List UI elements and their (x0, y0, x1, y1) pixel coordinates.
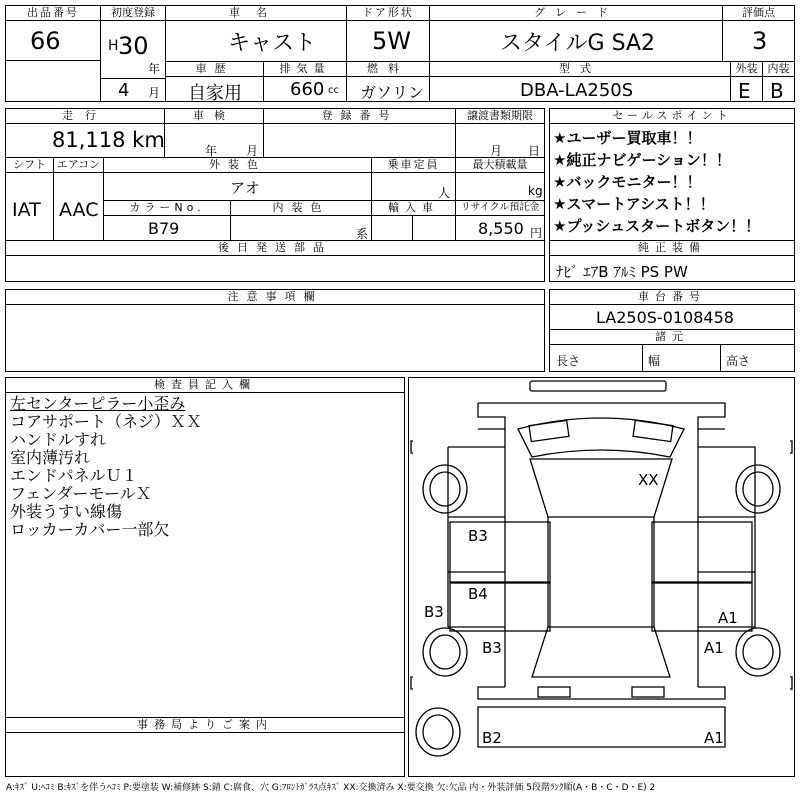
year-value: 30 (118, 32, 149, 60)
car-name-value: キャスト (228, 31, 317, 56)
model-value: DBA-LA250S (520, 80, 634, 101)
later-parts-label: 後日発送部品 (6, 241, 544, 256)
color-label: 外装色 (104, 158, 371, 173)
recycle-value: 8,550 (478, 219, 524, 238)
shift-value: IAT (12, 199, 41, 221)
year-unit: 年 (148, 62, 161, 76)
door-label: ドア形状 (347, 6, 429, 21)
car-diagram (408, 377, 795, 777)
score-label: 評価点 (723, 6, 794, 21)
sales-item: ★純正ナビゲーション！！ (553, 151, 731, 169)
history-label: 車歴 (166, 62, 263, 77)
lot-number-value: 66 (30, 27, 61, 55)
inspector-item: ロッカーカバー一部欠 (10, 520, 170, 539)
score-value: 3 (752, 27, 768, 55)
dimensions-label: 諸元 (550, 330, 794, 345)
ac-label: エアコン (54, 158, 103, 173)
capacity-unit: 人 (438, 186, 451, 200)
import-label: 輸入車 (372, 201, 455, 216)
sales-item: ★スマートアシスト！！ (553, 195, 715, 213)
grade-label: グレード (430, 6, 722, 21)
exterior-value: E (738, 79, 751, 103)
displacement-value: 660 (290, 79, 325, 100)
chassis-value: LA250S-0108458 (596, 308, 734, 327)
equipment-value: ﾅﾋﾞ ｴｱB ｱﾙﾐ PS PW (556, 263, 688, 281)
color-no-value: B79 (148, 219, 180, 238)
load-unit: kg (528, 184, 543, 198)
damage-mark: B3 (482, 639, 502, 657)
fuel-value: ガソリン (360, 83, 425, 102)
sales-item: ★ユーザー買取車！！ (553, 129, 702, 147)
door-value: 5W (372, 27, 411, 55)
interior-label: 内装 (763, 62, 794, 77)
car-name-label: 車名 (166, 6, 346, 21)
damage-mark: XX (638, 471, 659, 489)
damage-mark: B3 (468, 527, 488, 545)
damage-mark: A1 (704, 639, 724, 657)
inspection-label: 車検 (165, 109, 263, 124)
mileage-value: 81,118 km (52, 128, 165, 152)
legend-text: A:ｷｽﾞ U:ﾍｺﾐ B:ｷｽﾞを伴うﾍｺﾐ P:要塗装 W:補修跡 S:錆 C:腐食、穴 G:ﾌﾛﾝﾄｶﾞﾗｽ点ｷｽﾞ XX:交換済み X:要交換 欠:欠品 内・外装評価 5段階ﾗﾝｸ順(A・B・C・D・E) 2 (6, 783, 656, 793)
mileage-label: 走行 (6, 109, 164, 124)
color-no-label: カラーNo. (104, 201, 230, 216)
damage-mark: A1 (718, 609, 738, 627)
interior-value: B (770, 79, 784, 103)
recycle-unit: 円 (530, 226, 543, 240)
inspection-month: 月 (246, 144, 259, 158)
damage-mark: B4 (468, 585, 488, 603)
sales-label: セールスポイント (550, 109, 794, 124)
load-label: 最大積載量 (456, 158, 544, 173)
recycle-label: リサイクル預託金 (456, 201, 544, 216)
office-label: 事務局よりご案内 (6, 718, 404, 733)
first-registration-label: 初度登録 (101, 6, 165, 21)
inspector-list (10, 395, 202, 539)
fuel-label: 燃料 (347, 62, 429, 77)
capacity-label: 乗車定員 (372, 158, 455, 173)
width-label: 幅 (648, 354, 661, 368)
inspector-item: ハンドルすれ (10, 430, 107, 449)
interior-color-label: 内装色 (231, 201, 371, 216)
inspection-year: 年 (205, 144, 218, 158)
height-label: 高さ (726, 354, 751, 368)
ac-value: AAC (59, 199, 99, 221)
inspector-item: 左センターピラー小歪み (10, 394, 186, 413)
length-label: 長さ (556, 354, 581, 368)
notes-label: 注意事項欄 (6, 290, 544, 305)
month-value: 4 (118, 80, 130, 101)
reg-no-label: 登録番号 (264, 109, 455, 124)
inspector-item: エンドパネルＵ１ (10, 466, 138, 485)
interior-color-unit: 系 (356, 227, 369, 241)
chassis-label: 車台番号 (550, 290, 794, 305)
color-value: アオ (230, 179, 260, 197)
sales-item: ★プッシュスタートボタン！！ (553, 217, 761, 235)
transfer-month: 月 (490, 144, 503, 158)
inspector-label: 検査員記入欄 (6, 378, 404, 393)
exterior-label: 外装 (731, 62, 762, 77)
inspector-item: 室内薄汚れ (10, 448, 91, 467)
inspector-item: フェンダーモールＸ (10, 484, 152, 503)
displacement-unit: cc (328, 85, 339, 96)
transfer-label: 譲渡書類期限 (456, 109, 544, 124)
era-value: H (108, 38, 119, 54)
month-unit: 月 (148, 86, 161, 100)
damage-mark: B2 (482, 729, 502, 747)
displacement-label: 排気量 (264, 62, 346, 77)
inspector-item: コアサポート（ネジ）ＸＸ (10, 412, 203, 431)
sales-item: ★バックモニター！！ (553, 173, 702, 191)
damage-mark: B3 (424, 603, 444, 621)
transfer-day: 日 (528, 144, 541, 158)
sales-list (553, 127, 760, 237)
model-label: 型式 (430, 62, 730, 77)
shift-label: シフト (6, 158, 53, 173)
damage-mark: A1 (704, 729, 724, 747)
lot-blank-box (5, 60, 101, 102)
inspector-item: 外装うすい線傷 (10, 502, 123, 521)
history-value: 自家用 (188, 83, 242, 104)
equipment-label: 純正装備 (550, 241, 794, 256)
grade-value: スタイルG SA2 (500, 31, 656, 56)
lot-number-label: 出品番号 (6, 6, 100, 21)
